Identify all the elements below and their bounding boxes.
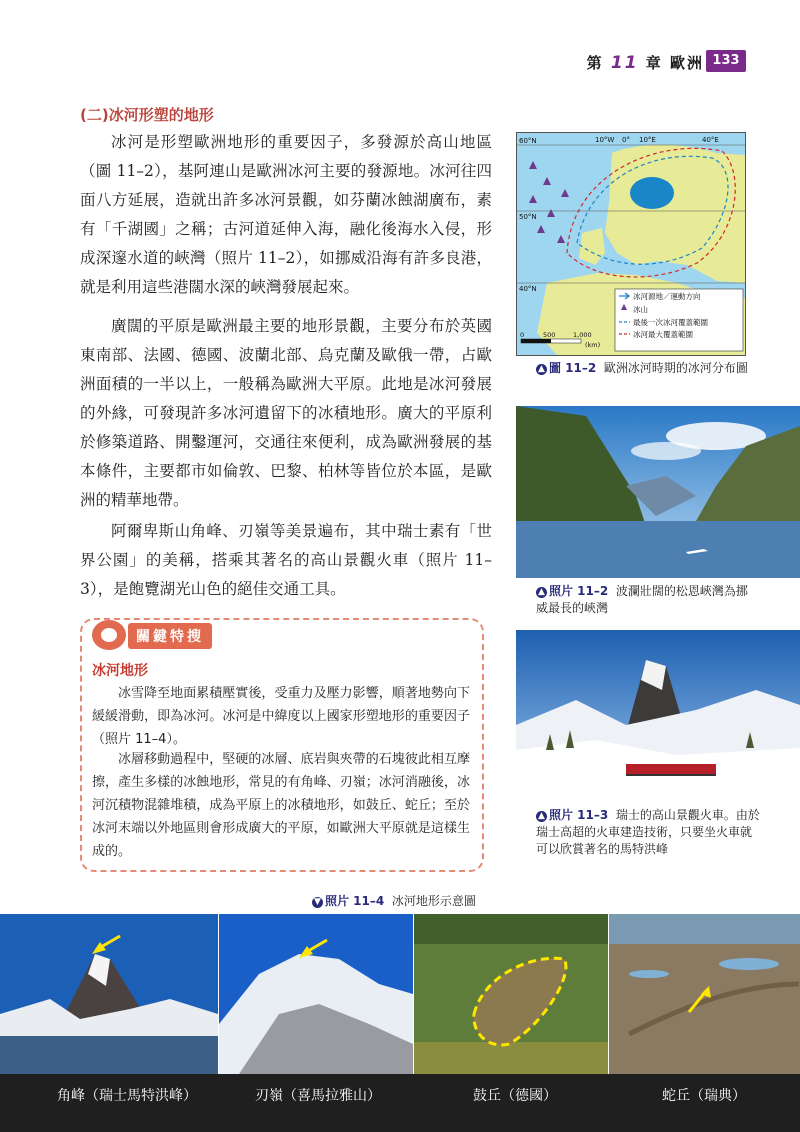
scale-500: 500: [543, 331, 556, 339]
chapter-number: 11: [610, 53, 639, 73]
key-search-paragraph-2: 冰層移動過程中，堅硬的冰層、底岩與夾帶的石塊彼此相互摩擦，產生多樣的冰蝕地形，常見的有角峰、刃嶺；冰河消融後，冰河沉積物混雜堆積，成為平原上的冰積地形，如鼓丘、蛇丘；至於冰河末端以外地區則會形成廣大的平原，如歐洲大平原就是這樣生成的。: [92, 752, 470, 859]
photo-sognefjord: [516, 406, 800, 578]
photo-horn-matterhorn: [0, 914, 218, 1074]
label-esker: 蛇丘（瑞典）: [662, 1088, 746, 1104]
chapter-prefix: 第: [586, 54, 604, 72]
page-number: 133: [706, 50, 746, 72]
label-horn: 角峰（瑞士馬特洪峰）: [57, 1088, 197, 1104]
photo-matterhorn-train: [516, 630, 800, 802]
caption-photo-11-2: ▲ 照片 11–2 波瀾壯闊的松恩峽灣為挪威最長的峽灣: [536, 584, 748, 615]
photo-esker-sweden: [609, 914, 800, 1074]
arrow-up-icon: ▲: [536, 811, 547, 822]
caption-photo-11-3: ▲ 照片 11–3 瑞士的高山景觀火車。由於瑞士高超的火車建造技術，只要坐火車就可以欣賞著名的馬特洪峰: [536, 808, 760, 856]
lon-label-0: 0°: [622, 136, 630, 144]
paragraph-alps: 阿爾卑斯山角峰、刃嶺等美景遍布，其中瑞士素有「世界公園」的美稱，搭乘其著名的高山景觀火車（照片 11–3），是飽覽湖光山色的絕佳交通工具。: [80, 522, 492, 598]
scale-0: 0: [520, 331, 525, 339]
key-search-plate-icon: [92, 620, 126, 650]
legend-max-extent: 冰河最大覆蓋範圍: [633, 330, 693, 339]
scale-1000: 1,000: [573, 331, 592, 339]
chapter-heading: [587, 52, 704, 73]
glacier-map: [516, 132, 746, 356]
scale-unit: (km): [585, 341, 601, 349]
caption-fig-11-2: ▲ 圖 11–2 歐洲冰河時期的冰河分布圖: [536, 360, 756, 377]
legend-source: 冰河源地／運動方向: [633, 292, 701, 301]
label-drumlin: 鼓丘（德國）: [473, 1088, 557, 1104]
key-search-paragraph-1: 冰雪降至地面累積壓實後，受重力及壓力影響，順著地勢向下緩緩滑動，即為冰河。冰河是中緯度以上國家形塑地形的重要因子（照片 11–4）。: [92, 686, 470, 747]
paragraph-plain: 廣闊的平原是歐洲最主要的地形景觀，主要分布於英國東南部、法國、德國、波蘭北部、烏克蘭及歐俄一帶，占歐洲面積的一半以上，一般稱為歐洲大平原。此地是冰河發展的外緣，可發現許多冰河遺留下的冰積地形。廣大的平原利於修築道路、開鑿運河，交通往來便利，成為歐洲發展的基本條件，主要都市如倫敦、巴黎、柏林等皆位於本區，是歐洲的精華地帶。: [80, 317, 492, 509]
photo-drumlin-germany: [414, 914, 608, 1074]
legend-iceberg: 冰山: [633, 305, 648, 314]
lon-label-10e: 10°E: [639, 136, 656, 144]
arrow-up-icon: ▲: [536, 364, 547, 375]
lon-label-40e: 40°E: [702, 136, 719, 144]
label-arete: 刃嶺（喜馬拉雅山）: [255, 1088, 381, 1104]
legend-last-extent: 最後一次冰河覆蓋範圍: [633, 318, 708, 327]
photo-aretes-himalaya: [219, 914, 413, 1074]
chapter-suffix: 章 歐洲: [645, 54, 704, 72]
key-search-label: 關鍵特搜: [128, 623, 212, 649]
caption-photo-11-4: ▼ 照片 11–4 冰河地形示意圖: [312, 893, 476, 910]
lon-label-10w: 10°W: [595, 136, 615, 144]
arrow-up-icon: ▲: [536, 587, 547, 598]
lat-label-50: 50°N: [519, 213, 537, 221]
lat-label-60: 60°N: [519, 137, 537, 145]
arrow-down-icon: ▼: [312, 897, 323, 908]
paragraph-glacier-source: 冰河是形塑歐洲地形的重要因子，多發源於高山地區（圖 11–2），基阿連山是歐洲冰河主要的發源地。冰河往四面八方延展，造就出許多冰河景觀，如芬蘭冰蝕湖廣布，素有「千湖國」之稱；古河道延伸入海，融化後海水入侵，形成深邃水道的峽灣（照片 11–2），如挪威沿海有許多良港，就是利用這些港闊水深的峽灣發展起來。: [80, 133, 492, 296]
section-title: (二)冰河形塑的地形: [80, 106, 214, 124]
key-search-subtitle: 冰河地形: [92, 663, 148, 679]
lat-label-40: 40°N: [519, 285, 537, 293]
